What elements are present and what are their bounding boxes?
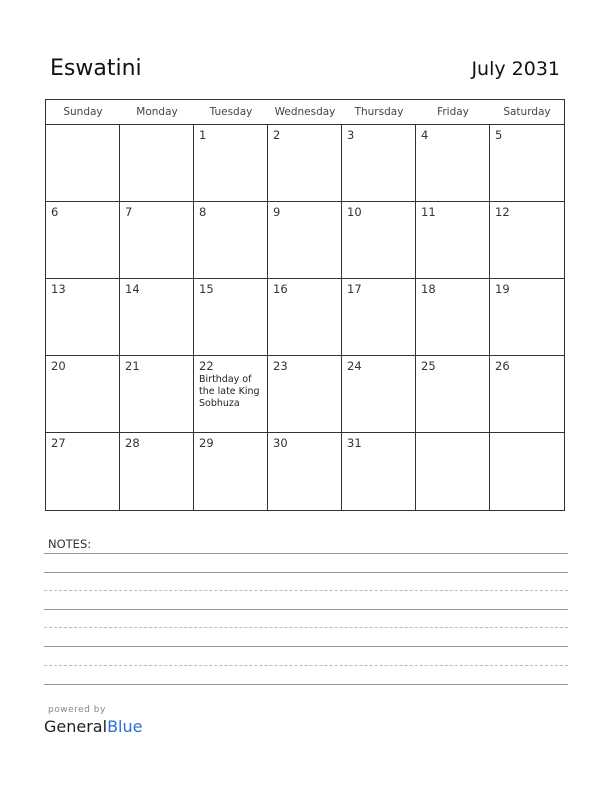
day-cell [194, 202, 268, 279]
day-cell [416, 202, 490, 279]
holiday-label: Birthday of the late King Sobhuza [199, 374, 260, 409]
day-cell [46, 125, 120, 202]
day-cell [490, 279, 564, 356]
day-number: 24 [347, 359, 362, 373]
day-number: 20 [51, 359, 66, 373]
day-cell [342, 202, 416, 279]
day-number: 10 [347, 205, 362, 219]
day-cell [342, 356, 416, 433]
day-number: 11 [421, 205, 436, 219]
weekday-header-row [46, 100, 564, 125]
day-cell [120, 279, 194, 356]
day-number: 22 [199, 359, 214, 373]
notes-line [44, 627, 568, 628]
day-number: 1 [199, 128, 207, 142]
calendar-grid [45, 99, 565, 511]
day-cell [490, 125, 564, 202]
day-number: 13 [51, 282, 66, 296]
day-cell [342, 279, 416, 356]
day-cell [490, 433, 564, 510]
day-number: 15 [199, 282, 214, 296]
day-number: 12 [495, 205, 510, 219]
day-cell [46, 202, 120, 279]
day-grid [46, 125, 564, 510]
day-cell [268, 433, 342, 510]
day-cell [416, 279, 490, 356]
day-number: 18 [421, 282, 436, 296]
day-cell [194, 125, 268, 202]
day-number: 30 [273, 436, 288, 450]
day-number: 31 [347, 436, 362, 450]
day-number: 5 [495, 128, 503, 142]
day-number: 28 [125, 436, 140, 450]
day-number: 7 [125, 205, 133, 219]
notes-line [44, 665, 568, 666]
day-cell [268, 125, 342, 202]
day-cell [120, 433, 194, 510]
day-number: 27 [51, 436, 66, 450]
day-cell [490, 356, 564, 433]
day-cell [416, 125, 490, 202]
day-cell [120, 125, 194, 202]
day-cell [416, 356, 490, 433]
notes-line [44, 684, 568, 685]
day-cell [194, 356, 268, 433]
notes-line [44, 572, 568, 573]
weekday-thursday: Thursday [354, 106, 404, 118]
day-cell [268, 356, 342, 433]
powered-by-text: powered by [48, 705, 106, 715]
day-number: 29 [199, 436, 214, 450]
day-number: 19 [495, 282, 510, 296]
weekday-tuesday: Tuesday [209, 106, 253, 118]
day-cell [46, 356, 120, 433]
notes-line [44, 609, 568, 610]
generalblue-logo[interactable] [44, 717, 142, 736]
day-number: 3 [347, 128, 355, 142]
day-number: 14 [125, 282, 140, 296]
notes-line [44, 553, 568, 554]
day-cell [416, 433, 490, 510]
day-cell [194, 433, 268, 510]
brand-general: General [44, 717, 108, 736]
weekday-monday: Monday [136, 106, 178, 118]
day-cell [120, 202, 194, 279]
weekday-wednesday: Wednesday [274, 106, 336, 118]
day-cell [490, 202, 564, 279]
brand-blue: Blue [107, 717, 143, 736]
day-number: 25 [421, 359, 436, 373]
day-cell [268, 279, 342, 356]
notes-line [44, 590, 568, 591]
day-number: 21 [125, 359, 140, 373]
day-cell [194, 279, 268, 356]
day-cell [46, 279, 120, 356]
country-title: Eswatini [50, 56, 142, 81]
day-number: 6 [51, 205, 59, 219]
day-number: 9 [273, 205, 281, 219]
month-title: July 2031 [471, 58, 560, 80]
weekday-saturday: Saturday [503, 106, 551, 118]
day-cell [268, 202, 342, 279]
day-number: 17 [347, 282, 362, 296]
day-cell [342, 125, 416, 202]
day-number: 8 [199, 205, 207, 219]
day-number: 26 [495, 359, 510, 373]
weekday-sunday: Sunday [63, 106, 103, 118]
day-number: 23 [273, 359, 288, 373]
notes-line [44, 646, 568, 647]
day-cell [46, 433, 120, 510]
notes-label: NOTES: [48, 537, 92, 551]
day-cell [342, 433, 416, 510]
weekday-friday: Friday [437, 106, 469, 118]
day-cell [120, 356, 194, 433]
day-number: 2 [273, 128, 281, 142]
day-number: 4 [421, 128, 429, 142]
day-number: 16 [273, 282, 288, 296]
